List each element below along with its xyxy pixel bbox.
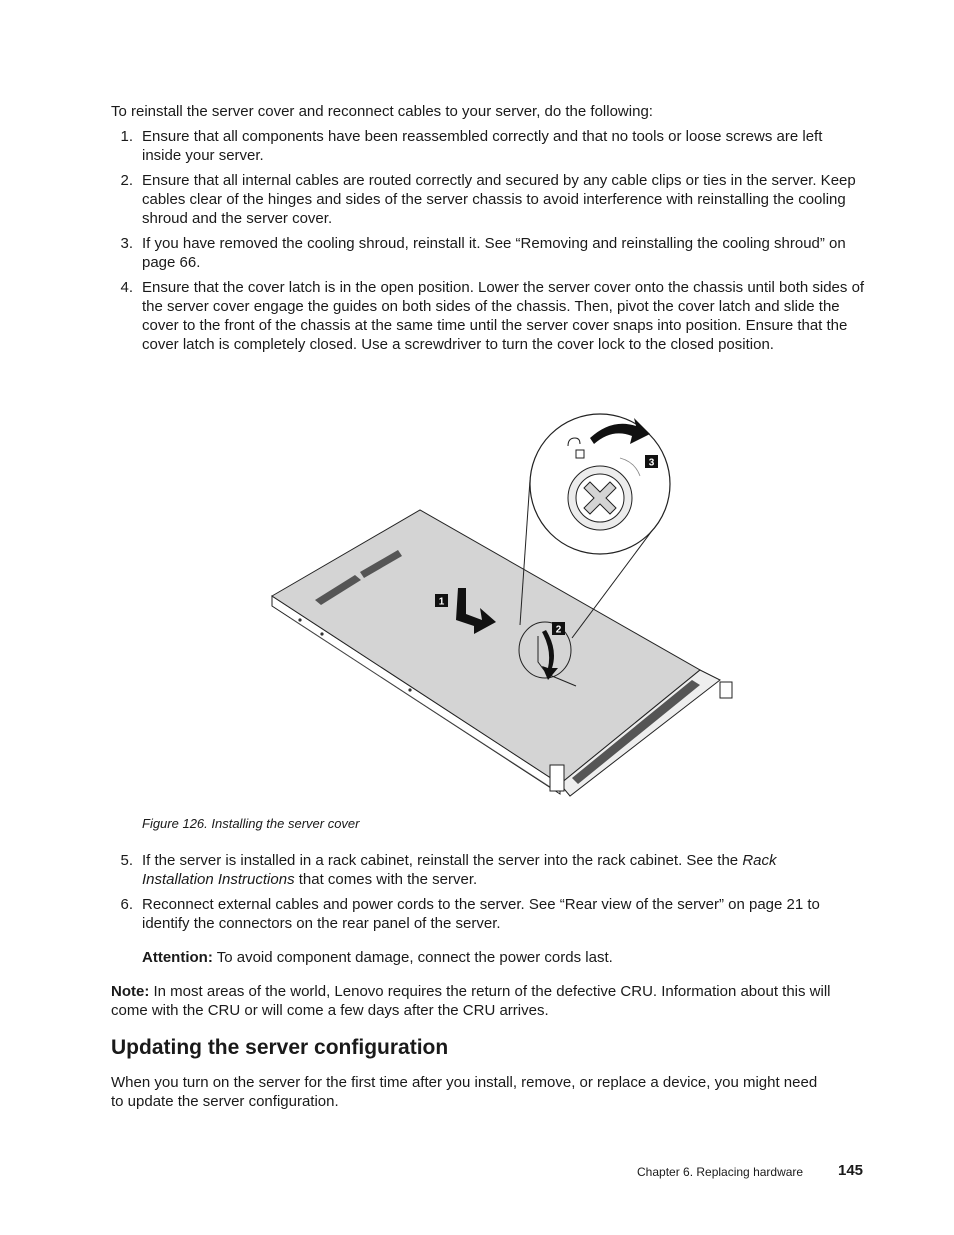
step-5-text: If the server is installed in a rack cabinet, reinstall the server into the rack cabinet. See the Rack Installation Instructions that comes with the server. — [142, 852, 777, 888]
attention-label: Attention: — [142, 949, 213, 966]
callout-2: 2 — [555, 624, 562, 636]
page-number: 145 — [838, 1162, 864, 1179]
section-heading: Updating the server configuration — [111, 1036, 449, 1059]
attention-notice: Attention: To avoid component damage, connect the power cords last. — [142, 949, 613, 966]
step-1-text: Ensure that all components have been reassembled correctly and that no tools or loose screws are left inside your server. — [142, 128, 823, 164]
step-4-text: Ensure that the cover latch is in the open position. Lower the server cover onto the chassis until both sides of the server cover engage the guides on both sides of the chassis. Then, pivot the cover latch and slide the cover to the front of the chassis at the same time until the server cover snaps into position. Ensure that the cover latch is completely closed. Use a screwdriver to turn the cover lock to the closed position. — [142, 279, 865, 353]
step-3-text: If you have removed the cooling shroud, reinstall it. See “Removing and reinstalling the cooling shroud” on page 66. — [142, 235, 846, 271]
step-2-number: 2. — [120, 172, 133, 189]
step-6-number: 6. — [120, 896, 133, 913]
callout-3: 3 — [648, 457, 655, 469]
note-paragraph: Note: In most areas of the world, Lenovo requires the return of the defective CRU. Information about this will come with the CRU or will come a few days after the CRU arrives. — [111, 983, 831, 1019]
step-6-text: Reconnect external cables and power cords to the server. See “Rear view of the server” on page 21 to identify the connectors on the rear panel of the server. — [142, 896, 820, 932]
step-4-number: 4. — [120, 279, 133, 296]
figure-caption: Figure 126. Installing the server cover — [142, 816, 360, 831]
note-label: Note: — [111, 983, 150, 1000]
callout-1: 1 — [438, 596, 445, 608]
server-cover-illustration — [260, 400, 740, 800]
step-1-number: 1. — [120, 128, 133, 145]
rack-instructions-title: Rack Installation Instructions — [142, 852, 777, 888]
step-5-number: 5. — [120, 852, 133, 869]
intro-paragraph: To reinstall the server cover and reconnect cables to your server, do the following: — [111, 103, 653, 120]
section-body: When you turn on the server for the first time after you install, remove, or replace a device, you might need to update the server configuration. — [111, 1074, 818, 1110]
step-2-text: Ensure that all internal cables are routed correctly and secured by any cable clips or ties in the server. Keep cables clear of the hinges and sides of the server chassis to avoid interference with reinstalling the cooling shroud and the server cover. — [142, 172, 856, 227]
step-3-number: 3. — [120, 235, 133, 252]
footer-chapter: Chapter 6. Replacing hardware — [637, 1165, 804, 1179]
